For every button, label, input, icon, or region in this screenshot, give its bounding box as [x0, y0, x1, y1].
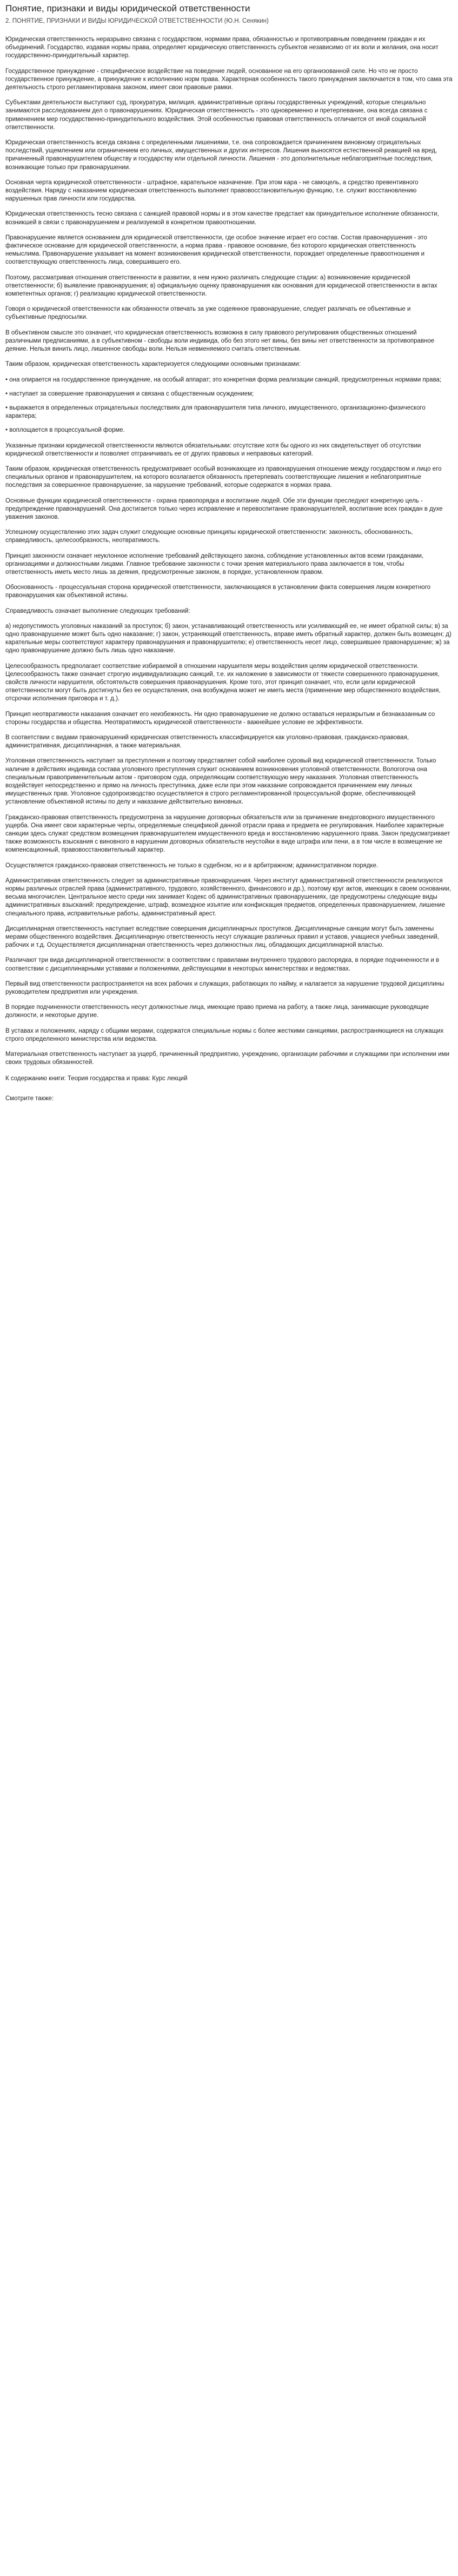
list-item: • выражается в определенных отрицательных последствиях для правонарушителя типа личного, имущественного, организационно-физического характера;: [5, 404, 426, 420]
paragraph: Поэтому, рассматривая отношения ответственности в развитии, в нем нужно различать следующие стадии: а) возникновение юридической ответственности; б) выявление правонарушения; в) официальную оценку правонарушения как основания для юридической ответственности в актах компетентных органов; г) реализацию юридической ответственности.: [5, 274, 437, 298]
paragraph: Субъектами деятельности выступают суд, прокуратура, милиция, административные органы государственных учреждений, которые специально занимаются расследованием дел о правонарушениях. Юридическая ответственность - это одновременно и претерпевание, она всегда связана с применением мер государственно-принудительного воздействия. Этой особенностью правовая ответственность отличается от иной социальной ответственности.: [5, 99, 428, 131]
paragraph: Материальная ответственность наступает за ущерб, причиненный предприятию, учреждению, организации рабочими и служащими при исполнении ими своих трудовых обязанностей.: [5, 1051, 449, 1066]
paragraph: а) недопустимость уголовных наказаний за проступок; б) закон, устанавливающий ответственность или усиливающий ее, не имеет обратной силы; в) за одно правонарушение может быть одно наказание; г) закон, устраняющий ответственность, вправе иметь обратный характер, должен быть возмещен; д) карательные меры соответствуют характеру правонарушения и правонарушителю; е) ответственность несет лицо, совершившее правонарушение; ж) за одно правонарушение должно быть лишь одно наказание.: [5, 623, 452, 654]
paragraph: Правонарушение является основанием для юридической ответственности, где особое значение играет его состав. Состав правонарушения - это фактическое основание для юридической ответственности, а норма права - правовое основание, без которого юридическая ответственность немыслима. Правонарушение указывает на момент возникновения юридической ответственности, порождает определенные правоотношения и соответствующую ответственность лица, совершившего его.: [5, 234, 427, 266]
paragraph: Государственное принуждение - специфическое воздействие на поведение людей, основанное на его организованной силе. Но что не просто государственное принуждение, а принуждение к исполнению норм права. Характерная особенность такого принуждения заключается в том, что сама эта деятельность строго регламентирована законом, имеет свои правовые рамки.: [5, 68, 453, 91]
page-subtitle: 2. ПОНЯТИЕ, ПРИЗНАКИ И ВИДЫ ЮРИДИЧЕСКОЙ ОТВЕТСТВЕННОСТИ (Ю.Н. Сенякин): [5, 18, 269, 24]
list-item: • наступает за совершение правонарушения и связана с общественным осуждением;: [5, 390, 254, 397]
book-link[interactable]: [5, 1075, 453, 1083]
paragraph: Уголовная ответственность наступает за преступления и поэтому представляет собой наиболее суровый вид юридической ответственности. Только наличие в действиях индивида состава уголовного преступления служит основанием возникновения уголовной ответственности. Вологогоча она специальным правоприменительным актом - приговором суда, определяющим соответствующую меру наказания. Уголовная ответственность воздействует непосредственно и прямо на личность преступника, даже если при этом наказание сопровождается причинением ему личных имущественных прав. Уголовное судопроизводство осуществляется в строго регламентированной процессуальной форме, обеспечивающей установление объективной истины по делу и наказание действительно виновных.: [5, 758, 436, 806]
paragraph: Юридическая ответственность всегда связана с определенными лишениями, т.е. она сопровождается причинением виновному отрицательных последствий, ущемлением или ограничением его личных, имущественных и других интересов. Лишения выносятся естественной реакцией на вред, причиненный правонарушителем обществу и государству или отдельной личности. Лишения - это дополнительные неблагоприятные последствия, возникающие только при правонарушении.: [5, 139, 437, 171]
paragraph: Говоря о юридической ответственности как обязанности отвечать за уже содеянное правонарушение, следует различать ее объективные и субъективные предпосылки.: [5, 306, 411, 321]
paragraph: Целесообразность предполагает соответствие избираемой в отношении нарушителя меры воздействия целям юридической ответственности. Целесообразность также означает строгую индивидуализацию санкций, т.е. их наложение в зависимости от тяжести совершенного правонарушения, свойств личности нарушителя, обстоятельств совершения правонарушения. Кроме того, этот принцип означает, что, если цели юридической ответственности могут быть достигнуты без ее осуществления, она возбуждена может не иметь места (применение мер общественного воздействия, отсрочки исполнения приговора и т. д.).: [5, 663, 441, 702]
features-list: [5, 376, 453, 435]
footer: [5, 1075, 453, 1103]
list-item: • она опирается на государственное принуждение, на особый аппарат; это конкретная форма реализации санкций, предусмотренных нормами права;: [5, 376, 442, 383]
paragraph: Успешному осуществлению этих задач служит следующие основные принципы юридической ответственности: законность, обоснованность, справедливость, целесообразность, неотвратимость.: [5, 529, 413, 544]
paragraph: Обоснованность - процессуальная сторона юридической ответственности, заключающаяся в установлении факта совершения лицом конкретного правонарушения как объективной истины.: [5, 584, 431, 599]
page: [0, 0, 458, 1103]
paragraph: Осуществляется гражданско-правовая ответственность не только в судебном, но и в арбитражном; административном порядке.: [5, 862, 379, 869]
paragraph: В объективном смысле это означает, что юридическая ответственность возможна в силу правового регулирования общественных отношений различными предписаниями, а в субъективном - свободы воли индивида, обо без этого нет вины, без вины нет ответственности за противоправное деяние. Нельзя винить лицо, лишенное свободы воли. Нельзя невменяемого считать ответственным.: [5, 329, 435, 353]
paragraph: Первый вид ответственности распространяется на всех рабочих и служащих, работающих по найму, и налагается за нарушение трудовой дисциплины руководителем предприятия или учреждения.: [5, 980, 444, 996]
paragraph: Основные функции юридической ответственности - охрана правопорядка и воспитание людей. Обе эти функции преследуют конкретную цель - предупреждение правонарушений. Она достигается только через исправление и перевоспитание правонарушителей, воспитание всех граждан в духе уважения законов.: [5, 497, 443, 520]
paragraph: Таким образом, юридическая ответственность характеризуется следующими основными признаками:: [5, 361, 301, 368]
paragraph: В уставах и положениях, наряду с общими мерами, содержатся специальные нормы с более жесткими санкциями, распространяющиеся на служащих строго определенного министерства или ведомства.: [5, 1027, 444, 1042]
paragraph: Принцип неотвратимости наказания означает его неизбежность. Ни одно правонарушение не должно оставаться неразкрытым и безнаказанным со стороны государства и общества. Неотвратимость юридической ответственности - важнейшее условие ее эффективности.: [5, 711, 435, 726]
paragraph: Основная черта юридической ответственности - штрафное, карательное назначение. При этом кара - не самоцель, а средство превентивного воздействия. Наряду с наказанием юридическая ответственность выполняет правовосстановительную функцию, т.е. служит восстановлению нарушенных прав личности или государства.: [5, 179, 419, 203]
article-body: [5, 36, 453, 1067]
paragraph: Юридическая ответственность тесно связана с санкцией правовой нормы и в этом качестве предстает как принудительное исполнение обязанности, возникшей в связи с правонарушением и реализуемой в конкретном правоотношении.: [5, 211, 439, 226]
paragraph: В порядке подчиненности ответственность несут должностные лица, имеющие право приема на работу, а также лица, занимающие руководящие должности, и некоторые другие.: [5, 1004, 429, 1019]
paragraph: Юридическая ответственность неразрывно связана с государством, нормами права, обязанностью и противоправным поведением граждан и их объединений. Государство, издавая нормы права, определяет юридическую ответственность субъектов независимо от их воли и желания, она носит государственно-принудительный характер.: [5, 36, 439, 59]
page-title: Понятие, признаки и виды юридической ответственности: [5, 3, 250, 14]
list-item: • воплощается в процессуальной форме.: [5, 427, 125, 434]
paragraph: Различают три вида дисциплинарной ответственности: в соответствии с правилами внутреннего трудового распорядка, в порядке подчиненности и в соответствии с дисциплинарными уставами и положениями, действующими в некоторых министерствах и ведомствах.: [5, 957, 440, 972]
see-also-label: Смотрите также:: [5, 1095, 54, 1102]
paragraph: Принцип законности означает неуклонное исполнение требований действующего закона, соблюдение установленных актов всеми гражданами, организациями и должностными лицами. Главное требование законности с точки зрения материального права заключается в том, чтобы ответственность иметь место лишь за деяния, предусмотренные законом, в порядке, установленном правом.: [5, 552, 424, 576]
paragraph: Справедливость означает выполнение следующих требований:: [5, 607, 190, 614]
paragraph: Дисциплинарная ответственность наступает вследствие совершения дисциплинарных проступков. Дисциплинарные санкции могут быть заменены мерами общественного воздействия. Дисциплинарную ответственность несут служащие различных правил и уставов, учащиеся учебных заведений, рабочих и т.д. Осуществляется дисциплинарная ответственность через должностных лиц, обладающих дисциплинарной властью.: [5, 925, 439, 949]
paragraph: Таким образом, юридическая ответственность предусматривает особый возникающее из правонарушения отношение между государством и лицо его специальных органов и правонарушителем, на которого возлагается обязанность претерпевать соответствующие лишения и неблагоприятные последствия за совершенное правонарушение, за нарушение требований, которые содержатся в нормах права.: [5, 465, 442, 489]
paragraph: Административная ответственность следует за административные правонарушения. Через институт административной ответственности реализуются нормы различных отраслей права (административного, трудового, хозяйственного, финансового и др.), поэтому круг актов, имеющих в своем основании, весьма многочислен. Центральное место среди них занимает Кодекс об административных правонарушениях, где предусмотрены следующие виды административных взысканий: предупреждение, штраф, возмездное изъятие или конфискация предметов, определенных правонарушением, лишение специального права, исправительные работы, административный арест.: [5, 877, 452, 917]
paragraph: Указанные признаки юридической ответственности являются обязательными: отсутствие хотя бы одного из них свидетельствует об отсутствии юридической ответственности и позволяет отграничивать ее от других правовых и неправовых категорий.: [5, 442, 421, 457]
book-contents-link[interactable]: К содержанию книги: Теория государства и права: Курс лекций: [5, 1075, 188, 1082]
paragraph: В соответствии с видами правонарушений юридическая ответственность классифицируется как уголовно-правовая, гражданско-правовая, административная, дисциплинарная, а также материальная.: [5, 734, 409, 750]
paragraph: Гражданско-правовая ответственность предусмотрена за нарушение договорных обязательств или за причинение внедоговорного имущественного ущерба. Она имеет свои характерные черты, определяемые спецификой данной отрасли права и предмета ее регулирования. Наиболее характерные санкции здесь служат средством возмещения правонарушителем имущественного вреда и восстановлению нарушенного права. Закон предусматривает также возможность взыскания с виновного в нарушении договорных обязательств неустойки в виде штрафа или пени, а в том числе в возмещение не компенсационный, правовосстановительный характер.: [5, 814, 450, 854]
